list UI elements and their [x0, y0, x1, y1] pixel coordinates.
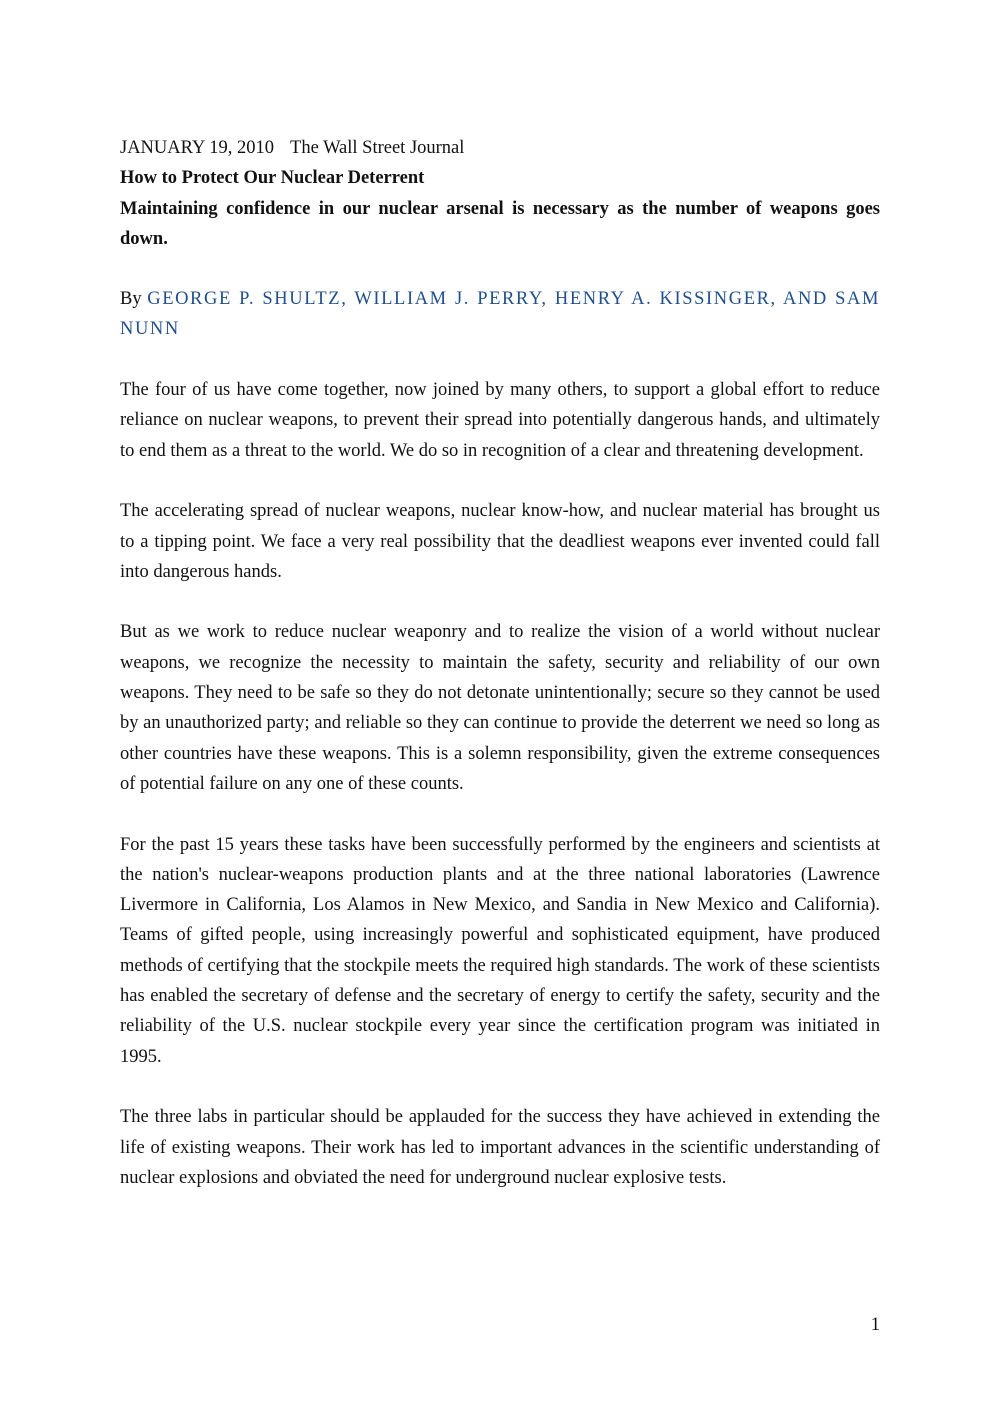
article-subheadline: Maintaining confidence in our nuclear arsenal is necessary as the number of weapons goes down. [120, 198, 880, 249]
byline-authors[interactable]: GEORGE P. SHULTZ, WILLIAM J. PERRY, HENRY A. KISSINGER, AND SAM NUNN [120, 289, 881, 340]
publication-name: The Wall Street Journal [290, 138, 465, 158]
body-paragraph-5: The three labs in particular should be applauded for the success they have achieved in extending the life of existing weapons. Their work has led to important advances in the scientific understanding of nuclear explosions and obviated the need for underground nuclear explosive tests. [120, 1107, 880, 1188]
dateline [120, 133, 880, 163]
article-date: JANUARY 19, 2010 [120, 138, 275, 158]
body-paragraph-3: But as we work to reduce nuclear weaponry and to realize the vision of a world without nuclear weapons, we recognize the necessity to maintain the safety, security and reliability of our own weapons. They need to be safe so they do not detonate unintentionally; secure so they cannot be used by an unauthorized party; and reliable so they can continue to provide the deterrent we need so long as other countries have these weapons. This is a solemn responsibility, given the extreme consequences of potential failure on any one of these counts. [120, 622, 880, 794]
document-page [120, 133, 880, 1193]
article-headline: How to Protect Our Nuclear Deterrent [120, 168, 425, 189]
body-paragraph-2: The accelerating spread of nuclear weapons, nuclear know-how, and nuclear material has brought us to a tipping point. We face a very real possibility that the deadliest weapons ever invented could fall into dangerous hands. [120, 501, 880, 582]
byline-prefix: By [120, 289, 142, 310]
page-number: 1 [870, 1315, 880, 1335]
body-paragraph-1: The four of us have come together, now joined by many others, to support a global effort to reduce reliance on nuclear weapons, to prevent their spread into potentially dangerous hands, and ultimately to end them as a threat to the world. We do so in recognition of a clear and threatening development. [120, 380, 880, 461]
byline [120, 284, 880, 345]
body-paragraph-4: For the past 15 years these tasks have been successfully performed by the engineers and scientists at the nation's nuclear-weapons production plants and at the three national laboratories (Lawrence Livermore in California, Los Alamos in New Mexico, and Sandia in New Mexico and California). Teams of gifted people, using increasingly powerful and sophisticated equipment, have produced methods of certifying that the stockpile meets the required high standards. The work of these scientists has enabled the secretary of defense and the secretary of energy to certify the safety, security and the reliability of the U.S. nuclear stockpile every year since the certification program was initiated in 1995. [120, 834, 880, 1067]
